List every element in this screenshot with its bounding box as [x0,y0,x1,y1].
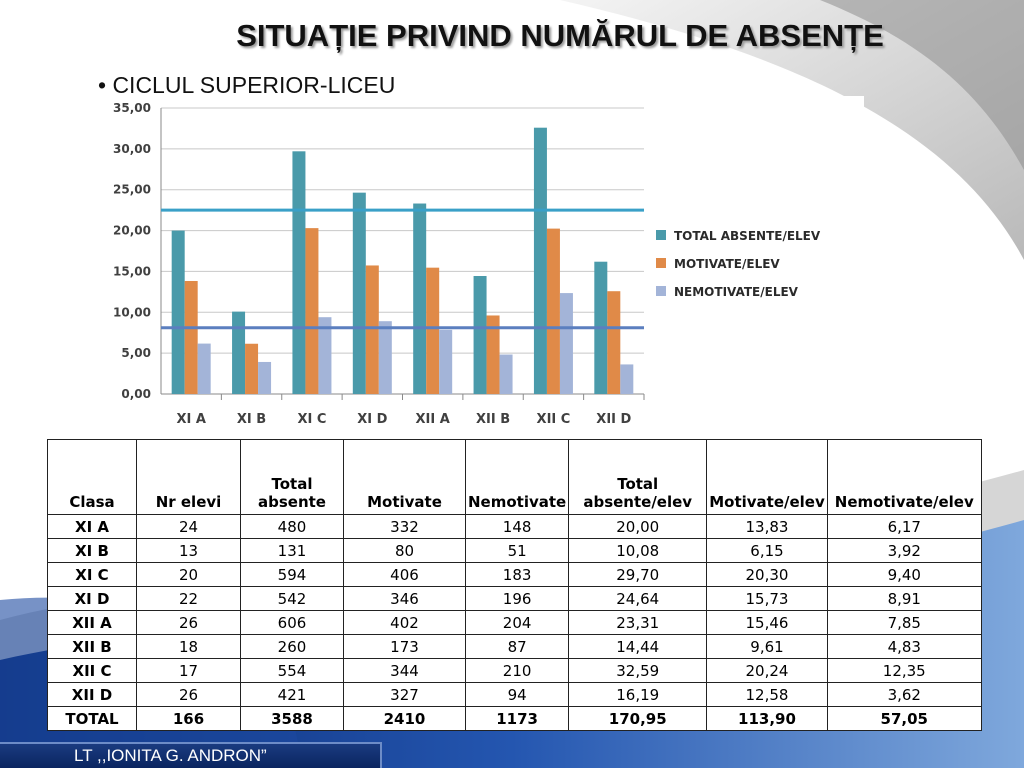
table-row [48,515,982,539]
table-row [48,539,982,563]
section-bullet: • CICLUL SUPERIOR-LICEU [98,72,396,98]
bar-motivate [366,265,379,394]
x-tick-label: XI B [236,412,267,427]
bar-motivate [185,281,198,394]
bar-total [292,151,305,394]
x-tick-label: XII C [536,412,571,427]
table-cell: 6,15 [707,539,828,563]
table-cell: 406 [344,563,466,587]
header-total-absente: Total absente [241,440,344,515]
bar-motivate [245,344,258,394]
bar-chart [96,96,864,436]
y-tick-label: 0,00 [121,387,151,401]
table-cell: 204 [466,611,569,635]
table-cell: 57,05 [827,707,981,731]
table-cell: 17 [137,659,241,683]
table-cell: 13 [137,539,241,563]
table-cell: 9,40 [827,563,981,587]
table-cell: 29,70 [569,563,707,587]
bar-nemotivate [500,355,513,394]
table-row [48,611,982,635]
bar-total [353,193,366,394]
table-cell: 6,17 [827,515,981,539]
table-cell: 542 [241,587,344,611]
slide-title: SITUAȚIE PRIVIND NUMĂRUL DE ABSENȚE [236,18,884,53]
bar-nemotivate [439,330,452,394]
table-row [48,659,982,683]
table-cell: XI C [48,563,137,587]
table-row [48,635,982,659]
y-tick-label: 15,00 [113,264,151,279]
table-cell: 13,83 [707,515,828,539]
table-cell: 10,08 [569,539,707,563]
table-cell: XII A [48,611,137,635]
table-cell: 26 [137,683,241,707]
y-tick-label: 5,00 [121,346,151,361]
bar-motivate [547,229,560,394]
legend-swatch [656,258,666,268]
bar-nemotivate [560,293,573,394]
table-cell: 20 [137,563,241,587]
header-motivate: Motivate [344,440,466,515]
table-row [48,683,982,707]
x-tick-label: XI A [176,412,206,427]
x-tick-label: XII A [415,412,450,427]
header-motivate-elev: Motivate/elev [707,440,828,515]
bar-motivate [607,291,620,394]
x-tick-label: XII D [596,412,632,427]
table-cell: 87 [466,635,569,659]
absences-table [47,439,982,731]
header-total-absente-elev: Total absente/elev [569,440,707,515]
table-cell: 344 [344,659,466,683]
bar-nemotivate [258,362,271,394]
table-cell: TOTAL [48,707,137,731]
table-cell: 4,83 [827,635,981,659]
table-cell: XII D [48,683,137,707]
y-tick-label: 10,00 [113,305,151,320]
table-cell: 327 [344,683,466,707]
table-cell: 24,64 [569,587,707,611]
table-cell: 94 [466,683,569,707]
table-header-row [48,440,982,515]
legend-swatch [656,230,666,240]
header-nemotivate-elev: Nemotivate/elev [827,440,981,515]
table-cell: 80 [344,539,466,563]
table-cell: 2410 [344,707,466,731]
bar-total [413,204,426,394]
x-tick-label: XI D [357,412,388,427]
footer-text: LT ,,IONITA G. ANDRON” [74,746,267,765]
bar-total [232,312,245,394]
table-cell: 8,91 [827,587,981,611]
x-tick-label: XI C [297,412,327,427]
table-cell: 23,31 [569,611,707,635]
table-cell: 196 [466,587,569,611]
table-cell: 15,46 [707,611,828,635]
table-cell: 22 [137,587,241,611]
header-nr-elevi: Nr elevi [137,440,241,515]
table-cell: 594 [241,563,344,587]
table-cell: 421 [241,683,344,707]
table-cell: 183 [466,563,569,587]
table-total-row [48,707,982,731]
table-cell: 1173 [466,707,569,731]
table-row [48,587,982,611]
table-cell: XI D [48,587,137,611]
table-cell: XI B [48,539,137,563]
header-nemotivate: Nemotivate [466,440,569,515]
table-cell: 24 [137,515,241,539]
table-cell: 402 [344,611,466,635]
table-cell: 113,90 [707,707,828,731]
table-cell: 15,73 [707,587,828,611]
y-tick-label: 20,00 [113,223,151,238]
table-cell: 7,85 [827,611,981,635]
table-cell: 20,24 [707,659,828,683]
bar-total [534,128,547,394]
table-row [48,563,982,587]
table-cell: 166 [137,707,241,731]
bar-nemotivate [198,344,211,394]
bar-motivate [305,228,318,394]
bar-nemotivate [379,321,392,394]
table-cell: 26 [137,611,241,635]
table-cell: 606 [241,611,344,635]
table-cell: 51 [466,539,569,563]
table-cell: 20,00 [569,515,707,539]
table-cell: 332 [344,515,466,539]
bar-total [172,231,185,394]
table-cell: 260 [241,635,344,659]
legend-swatch [656,286,666,296]
table-cell: 9,61 [707,635,828,659]
table-cell: 20,30 [707,563,828,587]
header-clasa: Clasa [48,440,137,515]
table-cell: 18 [137,635,241,659]
table-cell: 32,59 [569,659,707,683]
bar-total [474,276,487,394]
table-cell: XI A [48,515,137,539]
y-tick-label: 35,00 [113,101,151,115]
footer-bar [0,742,382,768]
table-cell: 131 [241,539,344,563]
table-cell: 3588 [241,707,344,731]
table-cell: 14,44 [569,635,707,659]
bar-motivate [426,268,439,394]
legend-label: NEMOTIVATE/ELEV [674,285,798,299]
legend-label: MOTIVATE/ELEV [674,257,780,271]
x-tick-label: XII B [475,412,511,427]
table-cell: 210 [466,659,569,683]
y-tick-label: 25,00 [113,182,151,197]
y-tick-label: 30,00 [113,141,151,156]
table-cell: 173 [344,635,466,659]
table-cell: 3,62 [827,683,981,707]
table-cell: 16,19 [569,683,707,707]
table-cell: 170,95 [569,707,707,731]
table-cell: 12,35 [827,659,981,683]
bar-nemotivate [620,364,633,394]
legend-label: TOTAL ABSENTE/ELEV [674,229,821,243]
table-cell: 12,58 [707,683,828,707]
table-cell: 148 [466,515,569,539]
table-cell: XII B [48,635,137,659]
table-cell: XII C [48,659,137,683]
table-cell: 3,92 [827,539,981,563]
table-cell: 346 [344,587,466,611]
chart-container [96,96,864,436]
table-cell: 554 [241,659,344,683]
table-cell: 480 [241,515,344,539]
